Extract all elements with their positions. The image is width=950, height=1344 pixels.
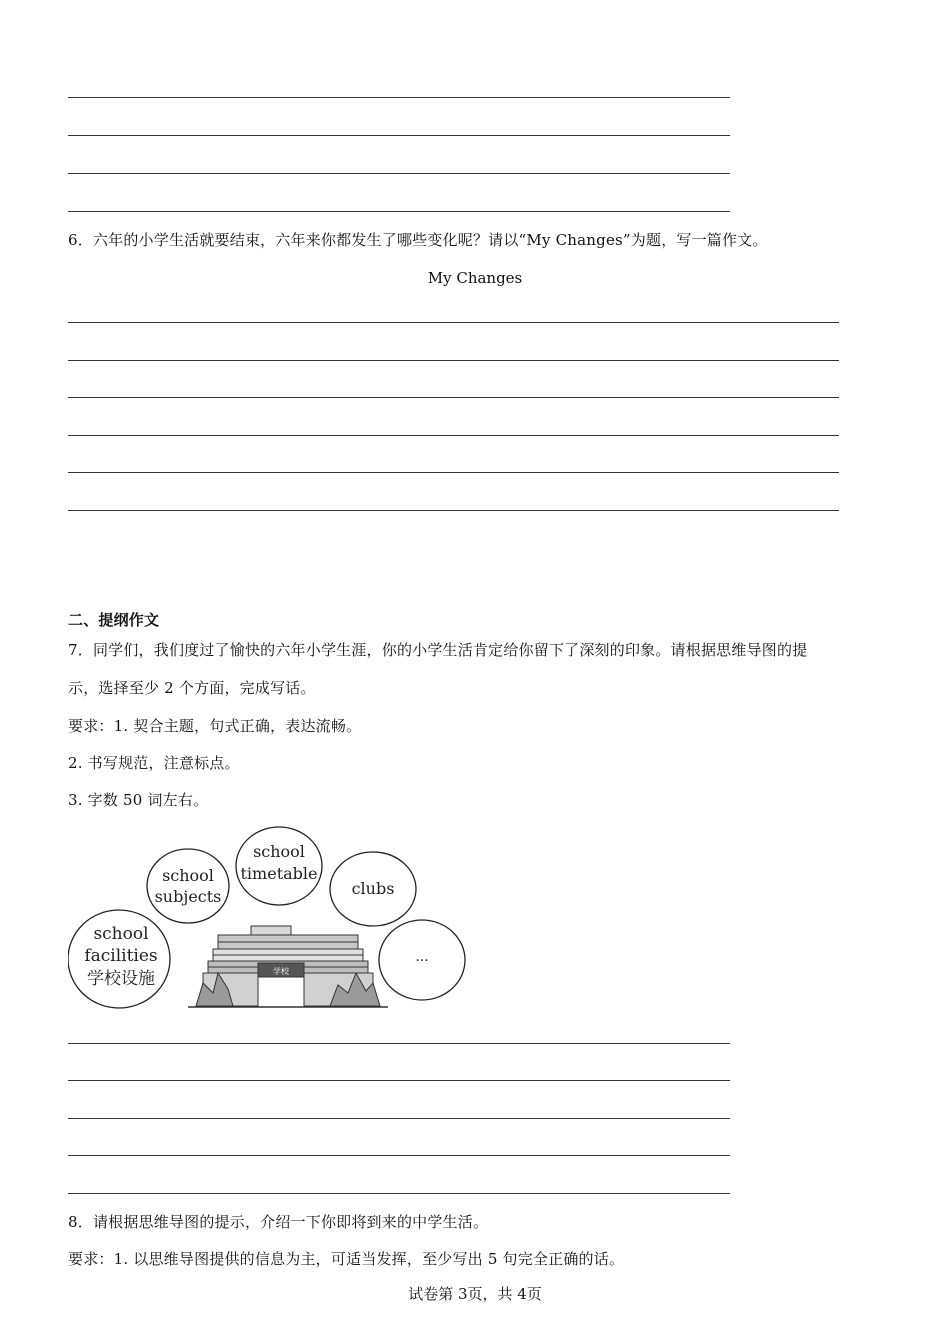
answer-line <box>68 1080 730 1081</box>
answer-line <box>68 135 730 136</box>
bubble-facilities-text-2: facilities <box>84 946 158 966</box>
bubble-subjects-text-1: school <box>162 866 214 885</box>
answer-line <box>68 1043 730 1044</box>
q6-prompt: 6．六年的小学生活就要结束，六年来你都发生了哪些变化呢？请以“My Changes”为题，写一篇作文。 <box>68 231 768 249</box>
building-sign-text: 学校 <box>273 967 289 976</box>
answer-line <box>68 322 839 323</box>
bubble-clubs-text: clubs <box>351 879 395 898</box>
bubble-more-text: ... <box>415 949 429 965</box>
q7-prompt-line1: 7．同学们，我们度过了愉快的六年小学生涯，你的小学生活肯定给你留下了深刻的印象。请根据思维导图的提 <box>68 641 808 659</box>
bubble-school-subjects <box>147 849 229 923</box>
bubble-timetable-text-1: school <box>253 842 305 861</box>
q7-requirement-1: 要求：1. 契合主题，句式正确，表达流畅。 <box>68 717 362 735</box>
school-building-icon <box>188 926 388 1007</box>
answer-line <box>68 360 839 361</box>
q7-prompt-line2: 示，选择至少 2 个方面，完成写话。 <box>68 679 316 697</box>
answer-line <box>68 211 730 212</box>
section-heading: 二、提纲作文 <box>68 611 160 629</box>
answer-line <box>68 472 839 473</box>
bubble-facilities-text-3: 学校设施 <box>87 969 155 989</box>
q7-requirement-3: 3. 字数 50 词左右。 <box>68 791 209 809</box>
q7-requirement-2: 2. 书写规范，注意标点。 <box>68 754 240 772</box>
answer-line <box>68 435 839 436</box>
answer-line <box>68 397 839 398</box>
bubble-facilities-text-1: school <box>93 924 149 944</box>
bubble-timetable-text-2: timetable <box>240 864 318 883</box>
q8-prompt: 8．请根据思维导图的提示，介绍一下你即将到来的中学生活。 <box>68 1213 489 1231</box>
essay-title: My Changes <box>427 269 523 287</box>
q8-requirement-1: 要求：1. 以思维导图提供的信息为主，可适当发挥，至少写出 5 句完全正确的话。 <box>68 1250 625 1268</box>
answer-line <box>68 510 839 511</box>
mind-map-diagram <box>68 823 468 1013</box>
answer-line <box>68 1118 730 1119</box>
answer-line <box>68 1193 730 1194</box>
answer-line <box>68 97 730 98</box>
page-footer: 试卷第 3页，共 4页 <box>408 1285 542 1303</box>
answer-line <box>68 1155 730 1156</box>
answer-line <box>68 173 730 174</box>
bubble-subjects-text-2: subjects <box>154 887 222 906</box>
